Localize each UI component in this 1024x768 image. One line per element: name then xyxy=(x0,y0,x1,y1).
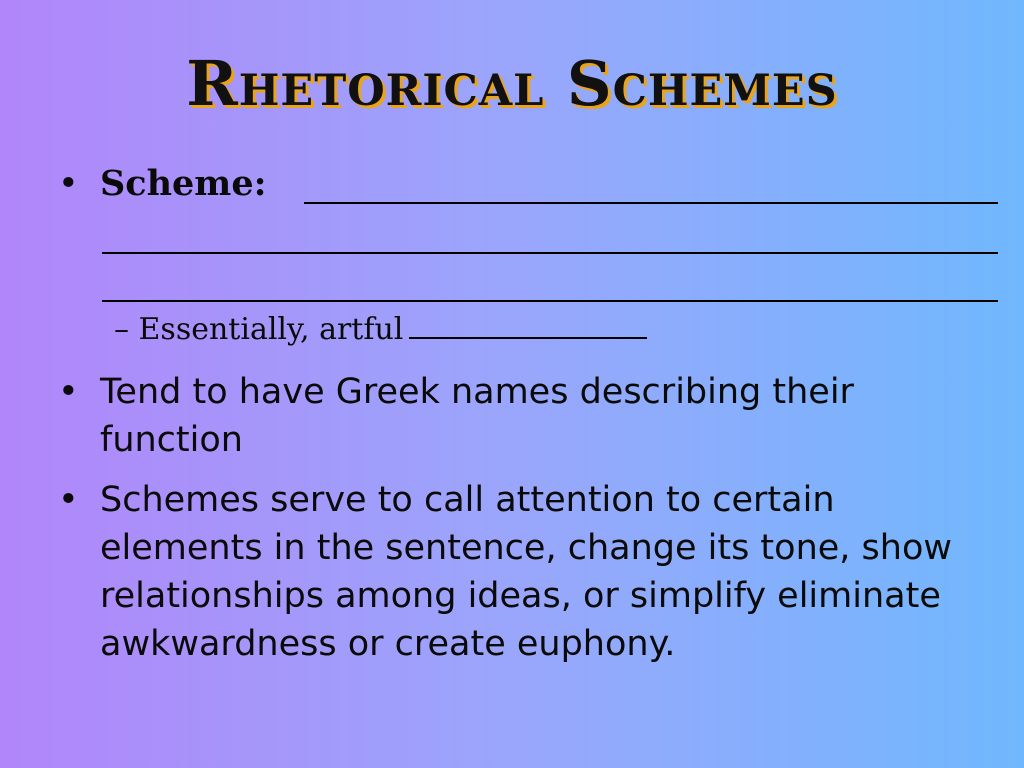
bullet-text: Tend to have Greek names describing their function xyxy=(100,372,854,460)
bullet-greek-names xyxy=(52,368,982,464)
bullet-text: Schemes serve to call attention to certain elements in the sentence, change its tone, show relationships among ideas, or simplify eliminate awkwardness or create euphony. xyxy=(100,480,952,664)
bullet-marker: • xyxy=(58,480,79,520)
bullet-schemes-serve xyxy=(52,476,982,668)
blank-line-1 xyxy=(304,202,998,204)
sub-bullet-essentially xyxy=(52,310,982,356)
sub-bullet-text: – Essentially, artful xyxy=(114,312,404,347)
blank-line-2 xyxy=(102,252,998,254)
slide-body xyxy=(52,160,982,668)
blank-line-3 xyxy=(102,300,998,302)
bullet-marker: • xyxy=(58,372,79,412)
scheme-term: Scheme: xyxy=(100,163,267,204)
bullet-marker: • xyxy=(58,164,79,204)
slide-title: Rhetorical Schemes xyxy=(186,47,838,120)
blank-line-4 xyxy=(409,337,647,339)
scheme-line-1 xyxy=(100,160,982,208)
bullet-scheme xyxy=(52,160,982,310)
